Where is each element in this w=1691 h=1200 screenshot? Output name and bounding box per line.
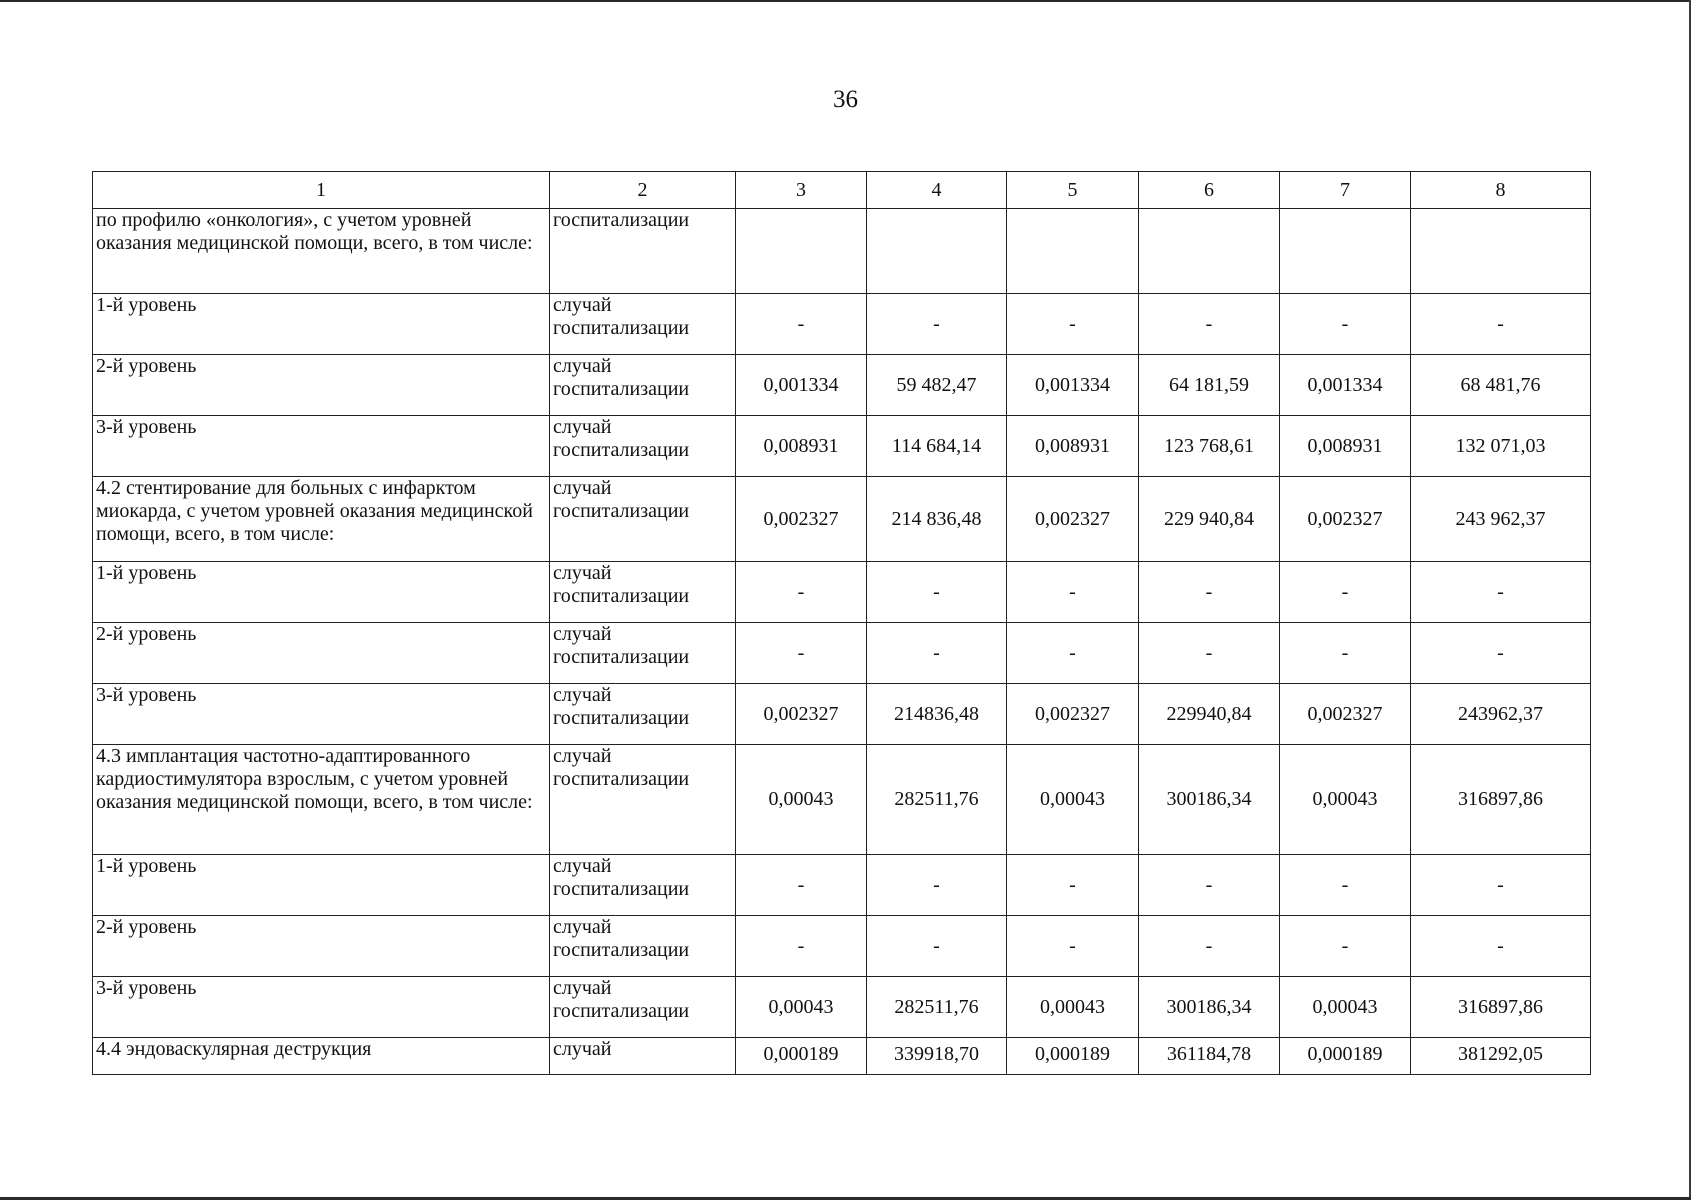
value-cell: -: [1007, 916, 1139, 977]
value-cell: 64 181,59: [1139, 355, 1280, 416]
value-cell: -: [1411, 623, 1591, 684]
row-unit: госпитализации: [550, 209, 736, 294]
table-row: [93, 209, 1591, 294]
row-label: 2-й уровень: [93, 355, 550, 416]
value-cell: 316897,86: [1411, 977, 1591, 1038]
page-number: 36: [833, 86, 858, 113]
row-label: 1-й уровень: [93, 855, 550, 916]
page-border-top: [0, 0, 1691, 2]
value-cell: [736, 209, 867, 294]
value-cell: 0,00043: [736, 977, 867, 1038]
value-cell: 0,00043: [1280, 745, 1411, 855]
value-cell: -: [1280, 855, 1411, 916]
value-cell: -: [1411, 916, 1591, 977]
row-unit: случай госпитализации: [550, 916, 736, 977]
value-cell: -: [1280, 294, 1411, 355]
row-label: 4.4 эндоваскулярная деструкция: [93, 1038, 550, 1075]
value-cell: 300186,34: [1139, 977, 1280, 1038]
value-cell: 0,002327: [1280, 684, 1411, 745]
value-cell: -: [867, 294, 1007, 355]
value-cell: 0,00043: [1007, 745, 1139, 855]
value-cell: -: [867, 623, 1007, 684]
value-cell: -: [1411, 855, 1591, 916]
value-cell: 300186,34: [1139, 745, 1280, 855]
value-cell: -: [1007, 562, 1139, 623]
row-unit: случай госпитализации: [550, 416, 736, 477]
row-unit: случай госпитализации: [550, 294, 736, 355]
value-cell: 361184,78: [1139, 1038, 1280, 1075]
value-cell: 0,000189: [1007, 1038, 1139, 1075]
value-cell: -: [736, 623, 867, 684]
row-label: 1-й уровень: [93, 562, 550, 623]
header-row: [93, 172, 1591, 209]
value-cell: 0,002327: [736, 477, 867, 562]
value-cell: -: [1007, 855, 1139, 916]
value-cell: 229 940,84: [1139, 477, 1280, 562]
row-label: 2-й уровень: [93, 623, 550, 684]
value-cell: -: [1280, 916, 1411, 977]
value-cell: [1411, 209, 1591, 294]
header-cell: 8: [1411, 172, 1591, 209]
row-label: 4.2 стентирование для больных с инфарктом миокарда, с учетом уровней оказания медицинской помощи, всего, в том числе:: [93, 477, 550, 562]
value-cell: 0,002327: [1280, 477, 1411, 562]
row-unit: случай госпитализации: [550, 977, 736, 1038]
table-row: [93, 416, 1591, 477]
value-cell: [1007, 209, 1139, 294]
value-cell: -: [1139, 855, 1280, 916]
value-cell: [1139, 209, 1280, 294]
row-unit: случай госпитализации: [550, 745, 736, 855]
value-cell: 0,008931: [1007, 416, 1139, 477]
value-cell: 282511,76: [867, 745, 1007, 855]
value-cell: -: [1007, 623, 1139, 684]
value-cell: -: [867, 916, 1007, 977]
value-cell: 0,002327: [1007, 477, 1139, 562]
row-unit: случай госпитализации: [550, 623, 736, 684]
table-row: [93, 916, 1591, 977]
value-cell: 381292,05: [1411, 1038, 1591, 1075]
table-row: [93, 684, 1591, 745]
header-cell: 3: [736, 172, 867, 209]
row-unit: случай госпитализации: [550, 477, 736, 562]
value-cell: 316897,86: [1411, 745, 1591, 855]
value-cell: 114 684,14: [867, 416, 1007, 477]
header-cell: 6: [1139, 172, 1280, 209]
value-cell: 0,001334: [736, 355, 867, 416]
row-unit: случай госпитализации: [550, 562, 736, 623]
value-cell: -: [1411, 562, 1591, 623]
value-cell: 0,008931: [1280, 416, 1411, 477]
row-unit: случай госпитализации: [550, 355, 736, 416]
value-cell: [867, 209, 1007, 294]
header-cell: 2: [550, 172, 736, 209]
row-unit: случай госпитализации: [550, 855, 736, 916]
value-cell: 243962,37: [1411, 684, 1591, 745]
value-cell: 0,000189: [1280, 1038, 1411, 1075]
table-row: [93, 562, 1591, 623]
row-unit: случай: [550, 1038, 736, 1075]
value-cell: 214836,48: [867, 684, 1007, 745]
table-row: [93, 477, 1591, 562]
table-row: [93, 745, 1591, 855]
data-table: [92, 171, 1591, 1075]
row-label: 3-й уровень: [93, 416, 550, 477]
value-cell: -: [867, 562, 1007, 623]
value-cell: 0,00043: [1280, 977, 1411, 1038]
value-cell: -: [1139, 916, 1280, 977]
value-cell: 214 836,48: [867, 477, 1007, 562]
value-cell: 68 481,76: [1411, 355, 1591, 416]
table-row: [93, 977, 1591, 1038]
value-cell: 0,00043: [1007, 977, 1139, 1038]
value-cell: 0,002327: [736, 684, 867, 745]
value-cell: -: [736, 294, 867, 355]
table-row: [93, 855, 1591, 916]
table-row: [93, 623, 1591, 684]
value-cell: -: [1007, 294, 1139, 355]
value-cell: 243 962,37: [1411, 477, 1591, 562]
value-cell: -: [1280, 623, 1411, 684]
value-cell: 123 768,61: [1139, 416, 1280, 477]
value-cell: -: [867, 855, 1007, 916]
row-label: 2-й уровень: [93, 916, 550, 977]
value-cell: [1280, 209, 1411, 294]
row-label: 4.3 имплантация частотно-адаптированного кардиостимулятора взрослым, с учетом уровней оказания медицинской помощи, всего, в том числе:: [93, 745, 550, 855]
value-cell: -: [1139, 562, 1280, 623]
value-cell: 0,001334: [1007, 355, 1139, 416]
value-cell: 0,008931: [736, 416, 867, 477]
value-cell: 0,001334: [1280, 355, 1411, 416]
header-cell: 4: [867, 172, 1007, 209]
value-cell: 339918,70: [867, 1038, 1007, 1075]
value-cell: 132 071,03: [1411, 416, 1591, 477]
row-unit: случай госпитализации: [550, 684, 736, 745]
value-cell: 282511,76: [867, 977, 1007, 1038]
table-row: [93, 1038, 1591, 1075]
row-label: 1-й уровень: [93, 294, 550, 355]
table-row: [93, 294, 1591, 355]
value-cell: 0,002327: [1007, 684, 1139, 745]
table-row: [93, 355, 1591, 416]
value-cell: -: [736, 562, 867, 623]
header-cell: 1: [93, 172, 550, 209]
value-cell: -: [1139, 294, 1280, 355]
value-cell: 0,00043: [736, 745, 867, 855]
value-cell: -: [1280, 562, 1411, 623]
row-label: 3-й уровень: [93, 977, 550, 1038]
value-cell: -: [736, 855, 867, 916]
row-label: 3-й уровень: [93, 684, 550, 745]
value-cell: 59 482,47: [867, 355, 1007, 416]
header-cell: 7: [1280, 172, 1411, 209]
value-cell: -: [736, 916, 867, 977]
header-cell: 5: [1007, 172, 1139, 209]
value-cell: -: [1139, 623, 1280, 684]
value-cell: 0,000189: [736, 1038, 867, 1075]
row-label: по профилю «онкология», с учетом уровней оказания медицинской помощи, всего, в том числе:: [93, 209, 550, 294]
value-cell: -: [1411, 294, 1591, 355]
value-cell: 229940,84: [1139, 684, 1280, 745]
